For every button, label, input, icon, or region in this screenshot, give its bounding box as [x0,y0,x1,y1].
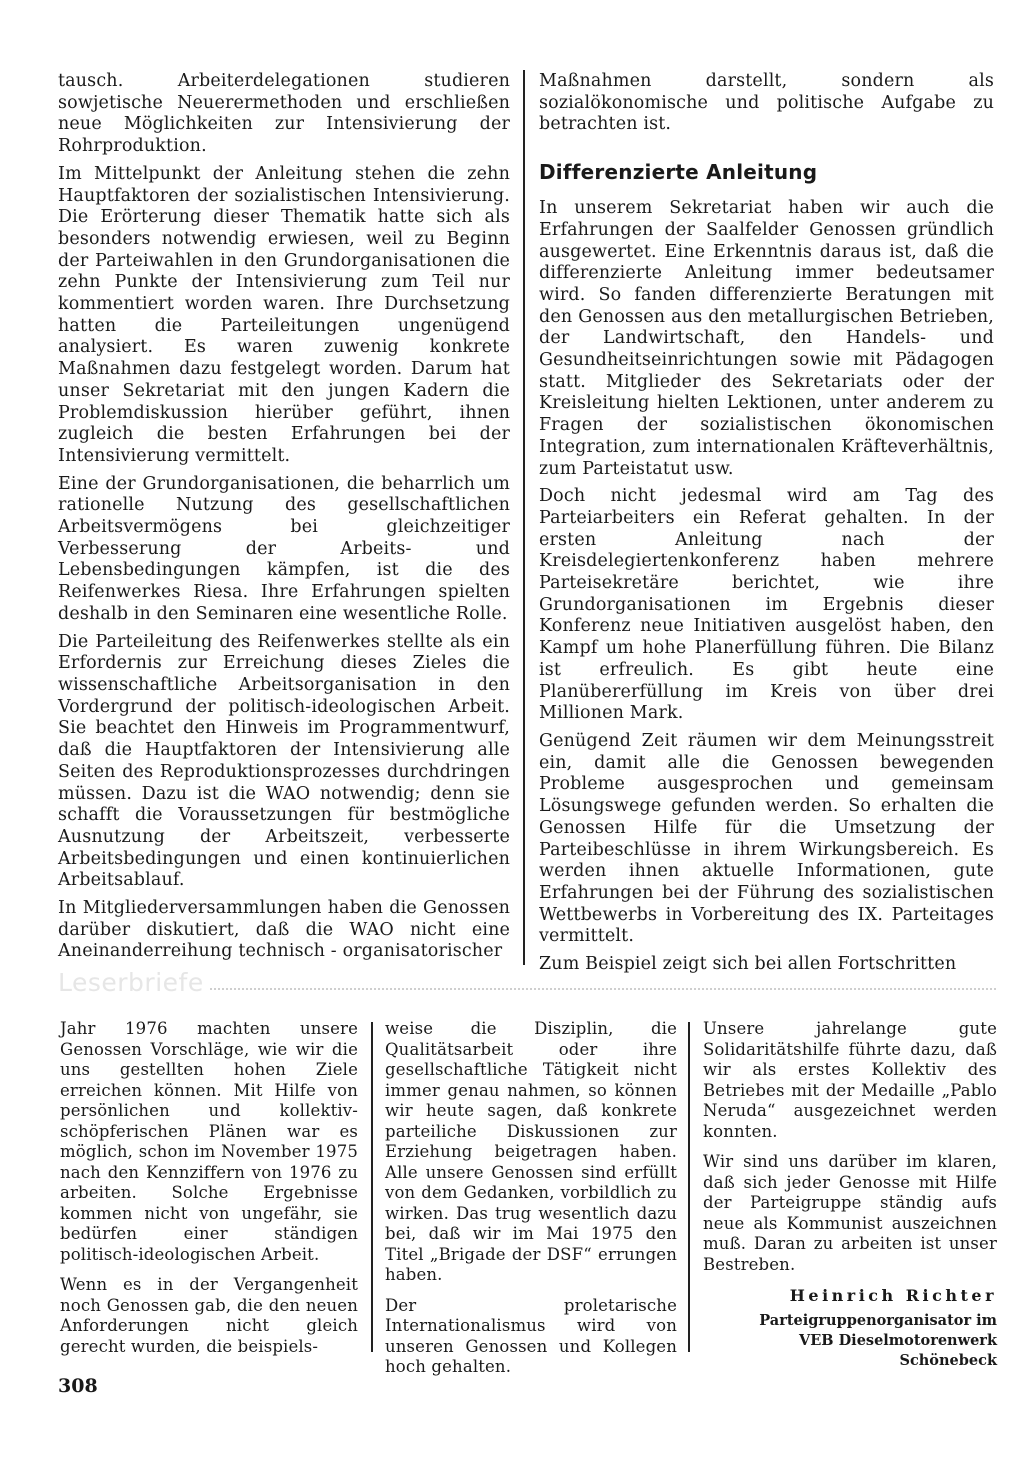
paragraph: Jahr 1976 machten unsere Genossen Vorschläge, wie wir die uns gestellten hohen Ziele erreichen können. Mit Hilfe von persönlichen und kollektiv-schöpferischen Plänen war es möglich, schon im November 1975 nach den Kennziffern von 1976 zu arbeiten. Solche Ergebnisse kommen nicht von ungefähr, sie bedürfen einer ständigen politisch-ideologischen Arbeit. [60,1019,358,1264]
column-divider [688,1022,690,1352]
paragraph: Doch nicht jedesmal wird am Tag des Parteiarbeiters ein Referat gehalten. In der ersten Anleitung nach der Kreisdelegiertenkonferenz haben mehrere Parteisekretäre berichtet, wie ihre Grundorganisationen im Ergebnis dieser Konferenz neue Initiativen ausgelöst haben, den Kampf um hohe Planerfüllung führen. Die Bilanz ist erfreulich. Es gibt heute eine Planübererfüllung im Kreis von über drei Millionen Mark. [539,486,994,724]
paragraph: In Mitgliederversammlungen haben die Genossen darüber diskutiert, daß die WAO nicht eine Aneinanderreihung technisch - organisatorischer [58,898,510,962]
paragraph: Im Mittelpunkt der Anleitung stehen die zehn Hauptfaktoren der sozialistischen Intensivierung. Die Erörterung dieser Thematik hatte sich als besonders notwendig erwiesen, weil zu Beginn der Parteiwahlen in den Grundorganisationen die zehn Punkte der Intensivierung zum Teil nur kommentiert worden waren. Ihre Durchsetzung hatten die Parteileitungen ungenügend analysiert. Es waren zuwenig konkrete Maßnahmen dazu festgelegt worden. Darum hat unser Sekretariat mit den jungen Kadern die Problemdiskussion hierüber geführt, ihnen zugleich die besten Erfahrungen bei der Intensivierung vermittelt. [58,163,510,466]
section-heading: Differenzierte Anleitung [539,160,818,185]
paragraph: Maßnahmen darstellt, sondern als sozialökonomische und politische Aufgabe zu betrachten ist. [539,71,994,135]
paragraph: Die Parteileitung des Reifenwerkes stellte als ein Erfordernis zur Erreichung dieses Zieles die wissenschaftliche Arbeitsorganisation in den Vordergrund der politisch-ideologischen Arbeit. Sie beachtet den Hinweis im Programmentwurf, daß die Hauptfaktoren der Intensivierung alle Seiten des Reproduktionsprozesses durchdringen müssen. Dazu ist die WAO notwendig; denn sie schafft die Voraussetzungen für bestmögliche Ausnutzung der Arbeitszeit, verbesserte Arbeitsbedingungen und einen kontinuierlichen Arbeitsablauf. [58,631,510,891]
paragraph: Eine der Grundorganisationen, die beharrlich um rationelle Nutzung des gesellschaftlichen Arbeitsvermögens bei gleichzeitiger Verbesserung der Arbeits- und Lebensbedingungen kämpfen, ist die des Reifenwerkes Riesa. Ihre Erfahrungen spielten deshalb in den Seminaren eine wesentliche Rolle. [58,473,510,624]
letter-column-1 [60,1019,358,1367]
author-role: Parteigruppenorganisator im VEB Dieselmotorenwerk Schönebeck [759,1312,997,1369]
paragraph: Zum Beispiel zeigt sich bei allen Fortschritten [539,954,957,975]
paragraph: Wenn es in der Vergangenheit noch Genossen gab, die den neuen Anforderungen nicht gleich gerecht wurden, die beispiels- [60,1275,358,1356]
paragraph: weise die Disziplin, die Qualitätsarbeit oder ihre gesellschaftliche Tätigkeit nicht immer genau nahmen, so können wir heute sagen, daß konkrete parteiliche Diskussionen zur Erziehung beigetragen haben. Alle unsere Genossen sind erfüllt von dem Gedanken, vorbildlich zu wirken. Das trug wesentlich dazu bei, daß wir im Mai 1975 den Titel „Brigade der DSF“ errungen haben. [385,1019,677,1284]
paragraph: Der proletarische Internationalismus wird von unseren Genossen und Kollegen hoch gehalten. [385,1295,677,1376]
letter-column-3 [703,1019,997,1371]
letter-column-2 [385,1019,677,1388]
author-name: Heinrich Richter [789,1286,997,1305]
page-number: 308 [58,1375,98,1397]
paragraph: Wir sind uns darüber im klaren, daß sich jeder Genosse mit Hilfe der Parteigruppe ständig aufs neue als Kommunist auszeichnen muß. Daran zu arbeiten ist unser Bestreben. [703,1152,997,1274]
paragraph: Genügend Zeit räumen wir dem Meinungsstreit ein, damit alle die Genossen bewegenden Probleme ausgesprochen und gemeinsam Lösungswege gefunden werden. So erhalten die Genossen Hilfe für die Umsetzung der Parteibeschlüsse in ihrem Wirkungsbereich. Es werden ihnen aktuelle Informationen, gute Erfahrungen bei der Führung des sozialistischen Wettbewerbs in Vorbereitung des IX. Parteitages vermittelt. [539,730,994,947]
section-label: Leserbriefe [58,968,204,997]
column-divider [371,1022,373,1352]
paragraph: Unsere jahrelange gute Solidaritätshilfe führte dazu, daß wir als erstes Kollektiv des Betriebes mit der Medaille „Pablo Neruda“ ausgezeichnet werden konnten. [703,1019,997,1141]
article-column-right [539,71,994,982]
paragraph: tausch. Arbeiterdelegationen studieren sowjetische Neuerermethoden und erschließen neue Möglichkeiten zur Intensivierung der Rohrproduktion. [58,71,510,157]
section-divider [210,988,996,990]
column-divider [523,70,525,965]
paragraph: In unserem Sekretariat haben wir auch die Erfahrungen der Saalfelder Genossen gründlich ausgewertet. Eine Erkenntnis daraus ist, daß die differenzierte Anleitung immer bedeutsamer wird. So fanden differenzierte Beratungen mit den Genossen aus den metallurgischen Betrieben, der Landwirtschaft, den Handels- und Gesundheitseinrichtungen sowie mit Pädagogen statt. Mitglieder des Sekretariats oder der Kreisleitung hielten Lektionen, unter anderem zu Fragen der sozialistischen ökonomischen Integration, zum internationalen Kräfteverhältnis, zum Parteistatut usw. [539,198,994,479]
article-column-left [58,71,510,969]
